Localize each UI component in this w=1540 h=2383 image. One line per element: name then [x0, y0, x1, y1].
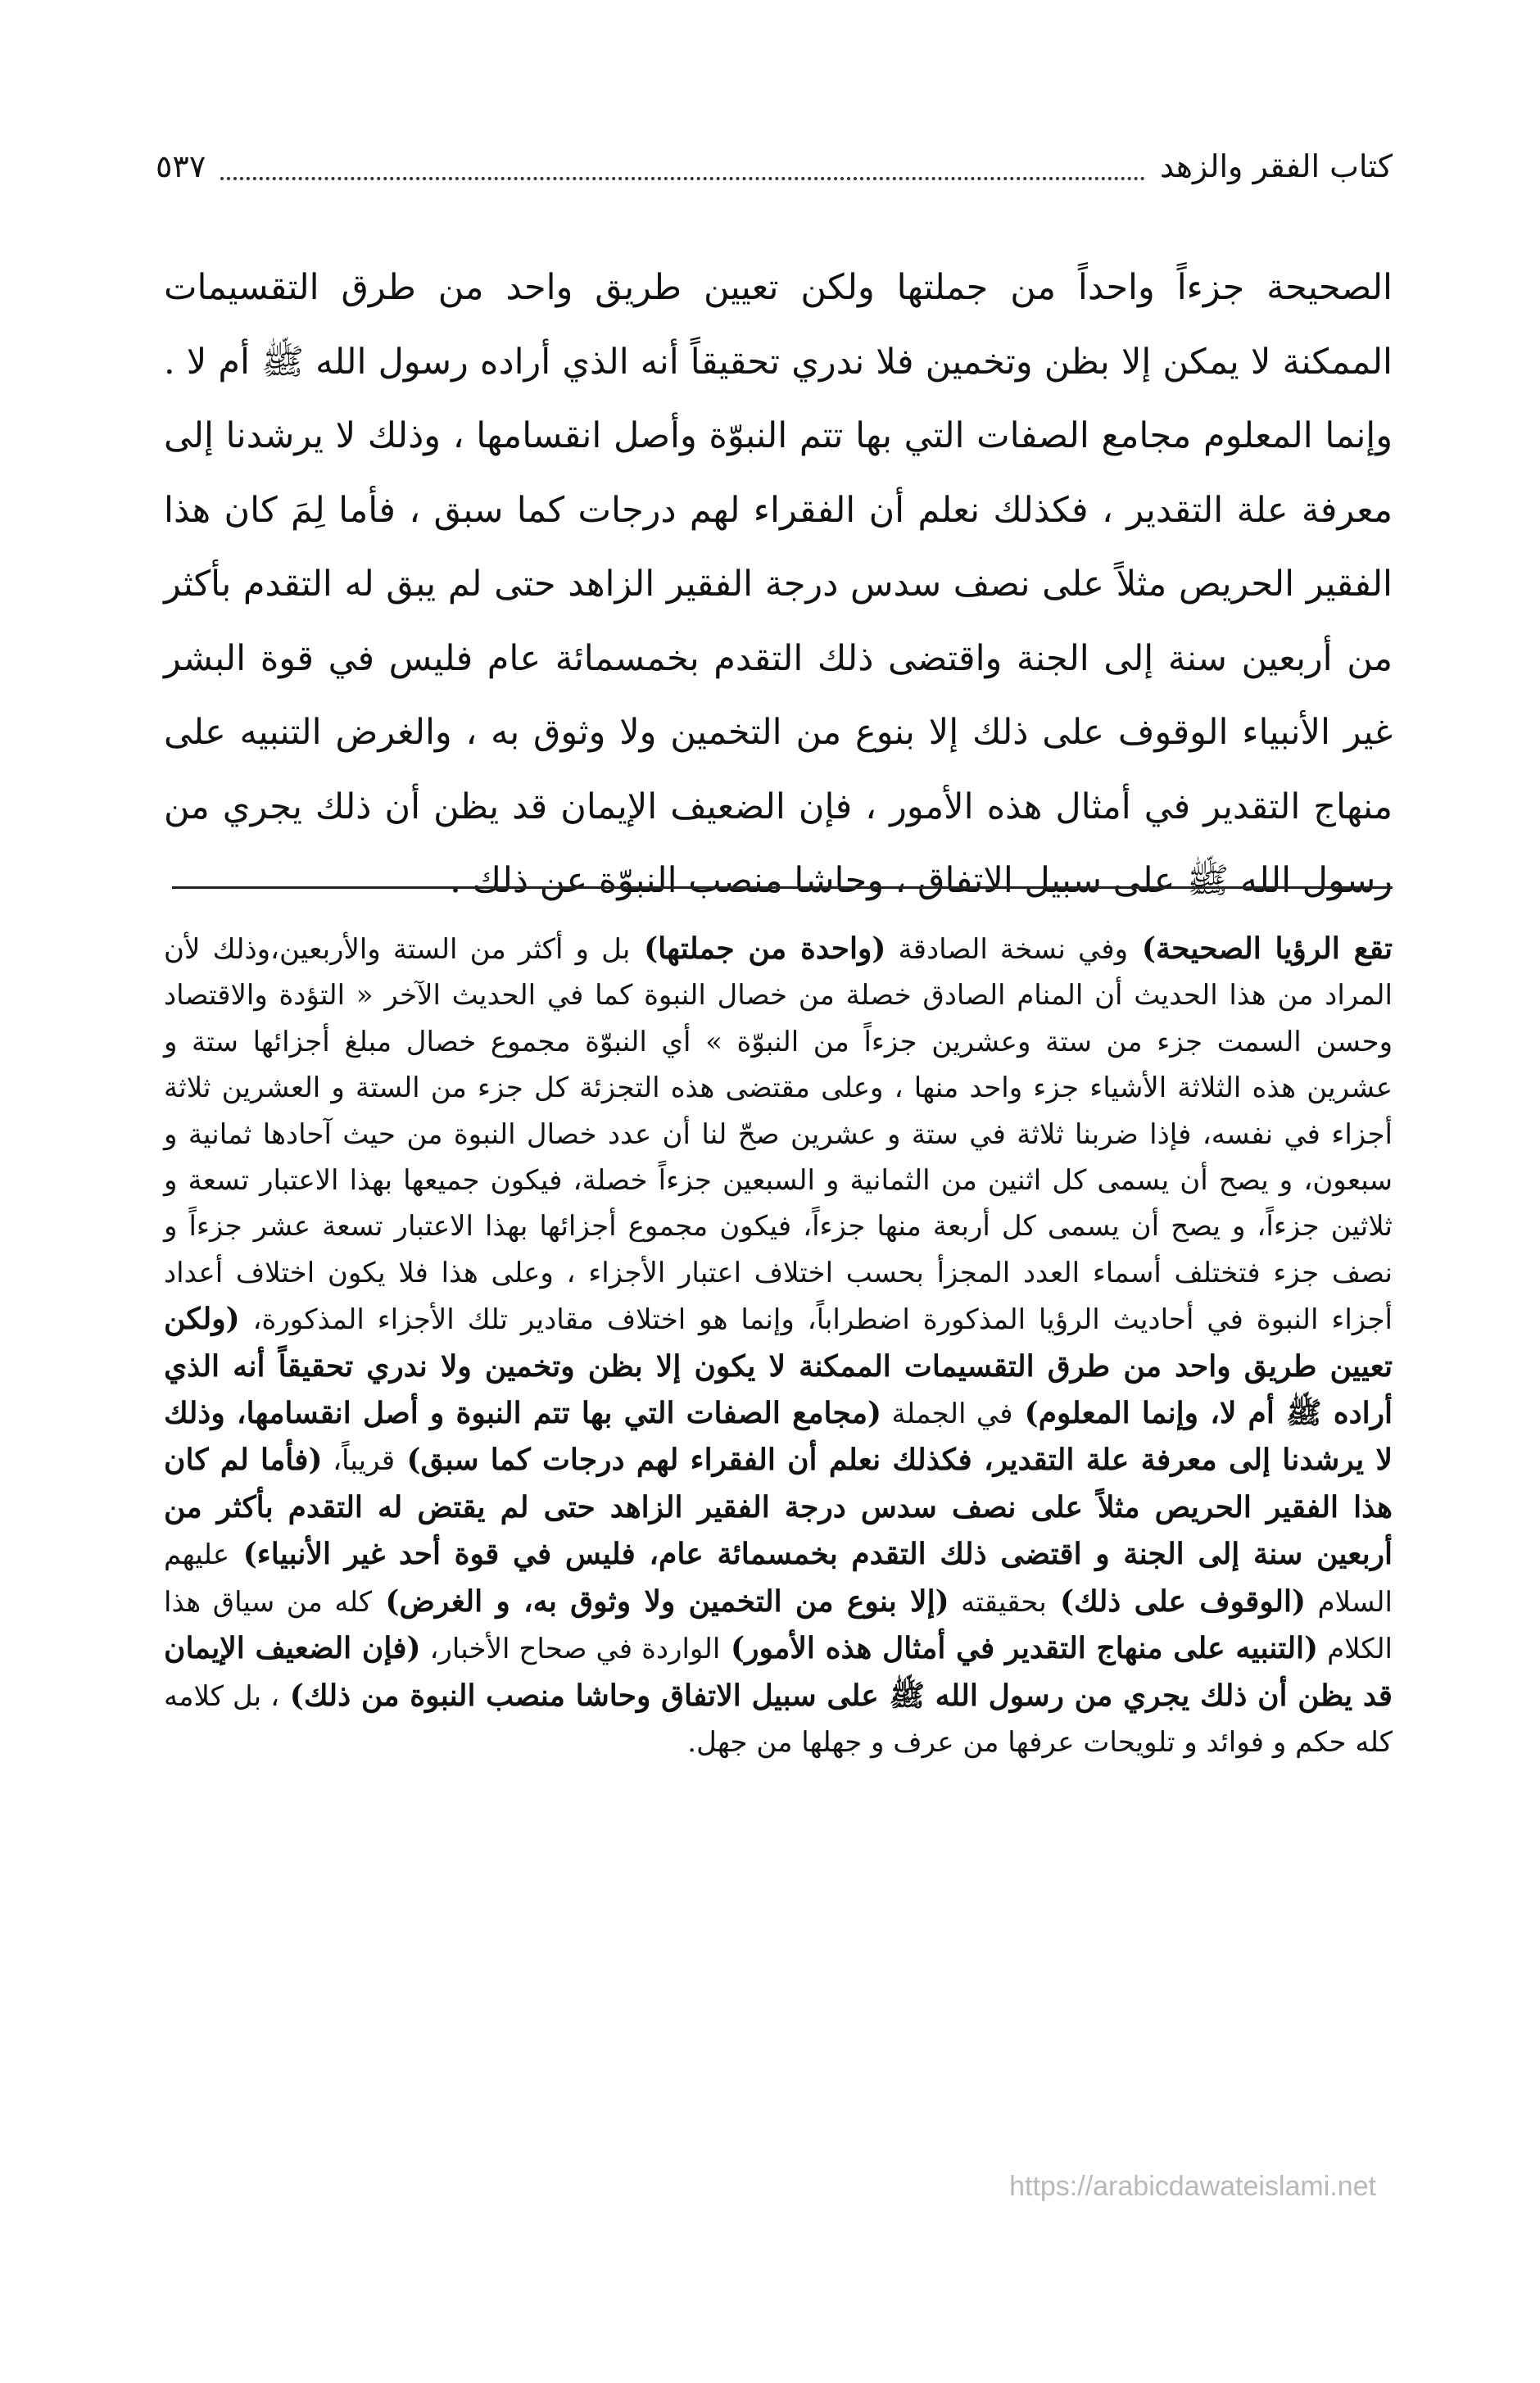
footnote-separator	[172, 886, 1393, 889]
commentary-run: بل و أكثر من الستة والأربعين،وذلك لأن المراد من هذا الحديث أن المنام الصادق خصلة من خصال النبوة كما في الحديث الآخر « التؤدة والاقتصاد وحسن السمت جزء من ستة وعشرين جزءاً من النبوّة » أي النبوّة مجموع خصال مبلغ أجزائها ستة و عشرين هذه الثلاثة الأشياء جزء واحد منها ، وعلى مقتضى هذه التجزئة كل جزء من الستة و العشرين ثلاثة أجزاء في نفسه، فإذا ضربنا ثلاثة في ستة و عشرين صحّ لنا أن عدد خصال النبوة من حيث آحادها ثمانية و سبعون، و يصح أن يسمى كل اثنين من الثمانية و السبعين جزءاً خصلة، فيكون جميعها بهذا الاعتبار تسعة و ثلاثين جزءاً، و يصح أن يسمى كل أربعة منها جزءاً، فيكون مجموع أجزائها بهذا الاعتبار تسعة عشر جزءاً و نصف جزء فتختلف أسماء العدد المجزأ بحسب اختلاف اعتبار الأجزاء ، وعلى هذا فلا يكون اختلاف أعداد أجزاء النبوة في أحاديث الرؤيا المذكورة اضطراباً، وإنما هو اختلاف مقادير تلك الأجزاء المذكورة،	[164, 933, 1393, 1337]
chapter-title: كتاب الفقر والزهد	[1159, 148, 1393, 184]
commentary-run: قريباً،	[322, 1444, 396, 1478]
quoted-text-run: (ولكن تعيين طريق واحد من طرق التقسيمات الممكنة لا يكون إلا بظن وتخمين ولا ندري تحقيقاً أنه الذي أراده ﷺ أم لا، وإنما المعلوم)	[164, 1302, 1393, 1431]
quoted-text-run: (مجامع الصفات التي بها تتم النبوة و أصل انقسامها، وذلك لا يرشدنا إلى معرفة علة التقدير، فكذلك نعلم أن الفقراء لهم درجات كما سبق)	[164, 1396, 1393, 1478]
commentary-run: وفي نسخة الصادقة	[886, 933, 1128, 966]
main-text-block	[164, 251, 1393, 918]
main-paragraph: الصحيحة جزءاً واحداً من جملتها ولكن تعيين طريق واحد من طرق التقسيمات الممكنة لا يمكن إلا بظن وتخمين فلا ندري تحقيقاً أنه الذي أراده رسول الله ﷺ أم لا . وإنما المعلوم مجامع الصفات التي بها تتم النبوّة وأصل انقسامها ، وذلك لا يرشدنا إلى معرفة علة التقدير ، فكذلك نعلم أن الفقراء لهم درجات كما سبق ، فأما لِمَ كان هذا الفقير الحريص مثلاً على نصف سدس درجة الفقير الزاهد حتى لم يبق له التقدم بأكثر من أربعين سنة إلى الجنة واقتضى ذلك التقدم بخمسمائة عام فليس في قوة البشر غير الأنبياء الوقوف على ذلك إلا بنوع من التخمين ولا وثوق به ، والغرض التنبيه على منهاج التقدير في أمثال هذه الأمور ، فإن الضعيف الإيمان قد يظن أن ذلك يجري من رسول الله ﷺ على سبيل الاتفاق ، وحاشا منصب النبوّة عن ذلك .	[164, 267, 1393, 901]
commentary-block	[164, 926, 1393, 1765]
commentary-run: الواردة في صحاح الأخبار،	[420, 1633, 721, 1666]
quoted-text-run: تقع الرؤيا الصحيحة)	[1128, 931, 1393, 966]
page-number: ٥٣٧	[156, 148, 206, 184]
commentary-run: كله من سياق هذا الكلام	[164, 1585, 1393, 1666]
commentary-run: ، بل كلامه كله حكم و فوائد و تلويحات عرفها من عرف و جهلها من جهل.	[164, 1679, 1393, 1759]
quoted-text-run: (واحدة من جملتها)	[630, 931, 886, 966]
watermark-url: https://arabicdawateislami.net	[1009, 2171, 1376, 2202]
dot-leader	[220, 152, 1145, 180]
commentary-paragraph	[164, 926, 1393, 1765]
quoted-text-run: (فإن الضعيف الإيمان قد يظن أن ذلك يجري من رسول الله ﷺ على سبيل الاتفاق وحاشا منصب النبوة من ذلك)	[164, 1631, 1393, 1713]
quoted-text-run: (التنبيه على منهاج التقدير في أمثال هذه الأمور)	[720, 1631, 1319, 1666]
running-header	[156, 138, 1393, 195]
quoted-text-run: (فأما لم كان هذا الفقير الحريص مثلاً على نصف سدس درجة الفقير الزاهد حتى لم يقتض له التقدم بأكثر من أربعين سنة إلى الجنة و اقتضى ذلك التقدم بخمسمائة عام، فليس في قوة أحد غير الأنبياء)	[164, 1443, 1393, 1572]
commentary-run: بحقيقته	[949, 1585, 1047, 1619]
quoted-text-run: (الوقوف على ذلك)	[1046, 1583, 1306, 1619]
commentary-run: في الجملة	[881, 1398, 1013, 1431]
quoted-text-run: (إلا بنوع من التخمين ولا وثوق به، و الغرض)	[372, 1583, 949, 1619]
commentary-run: عليهم السلام	[164, 1538, 1393, 1619]
